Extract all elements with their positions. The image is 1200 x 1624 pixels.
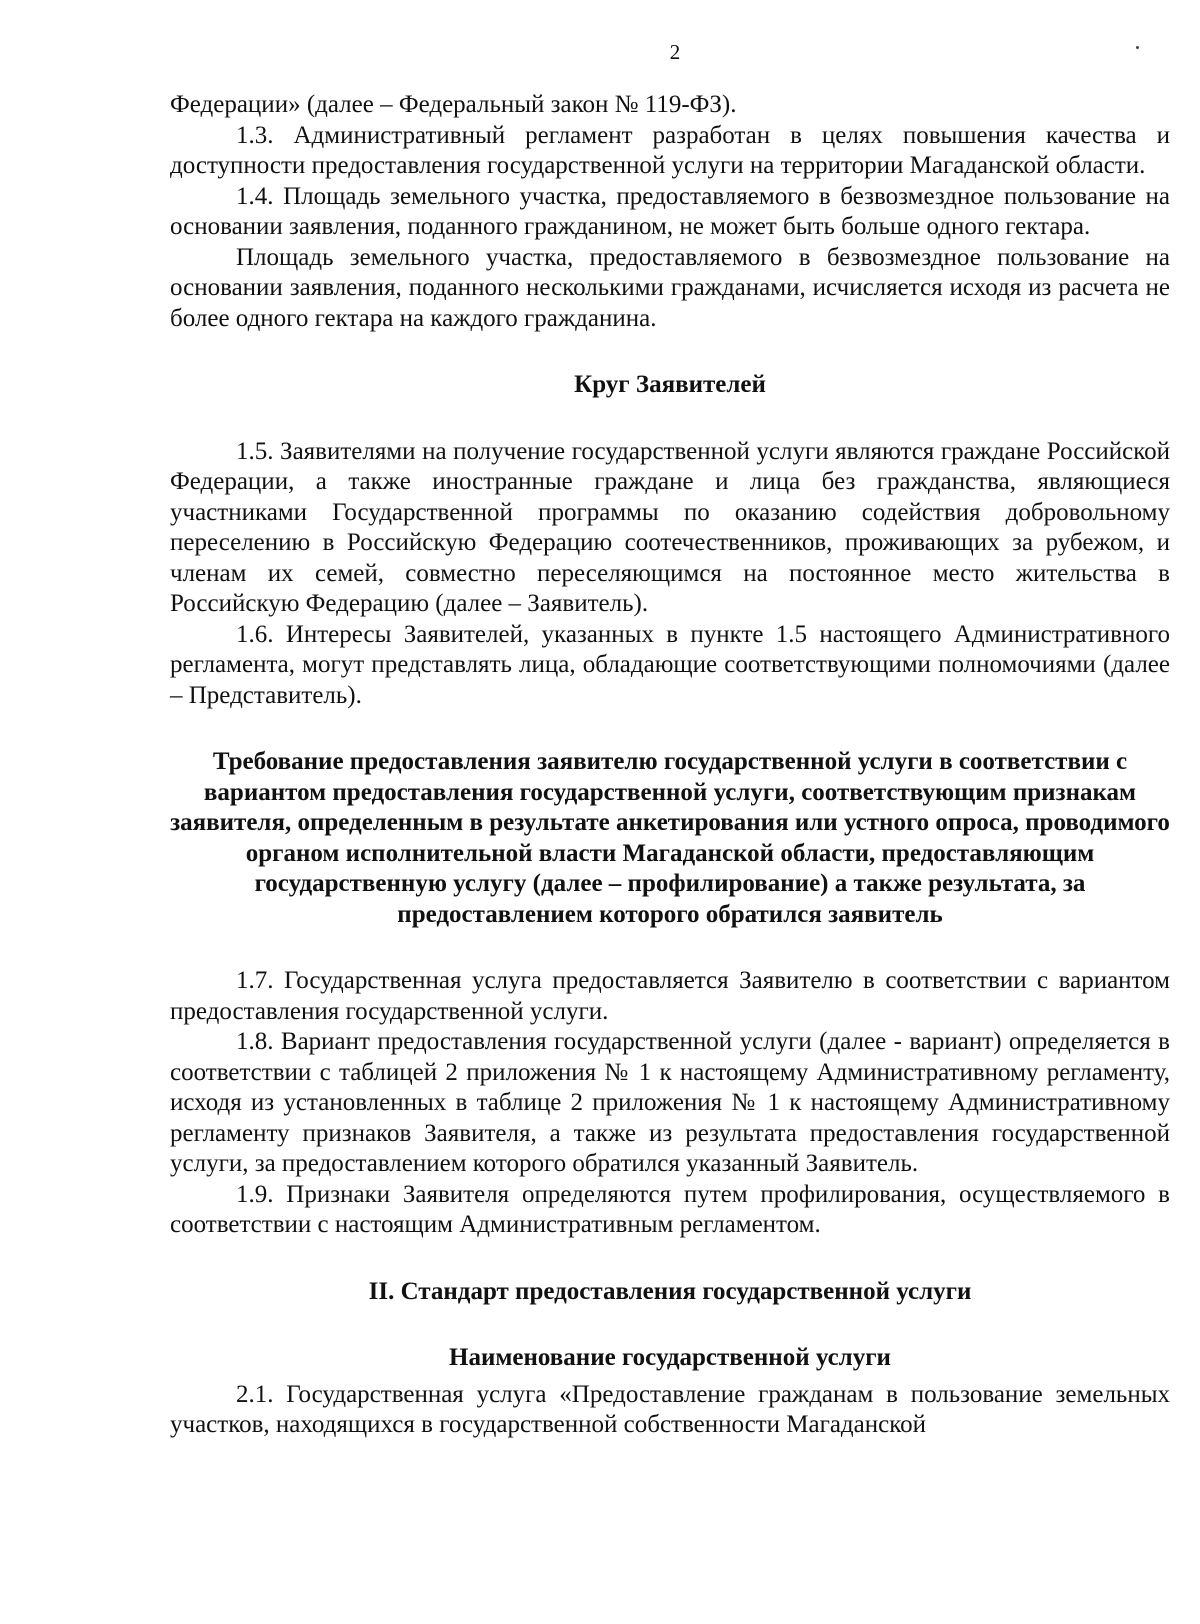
paragraph-1-5: 1.5. Заявителями на получение государственной услуги являются граждане Российской Федерации, а также иностранные граждане и лица без гражданства, являющиеся участниками Государственной программы по оказанию содействия добровольному переселению в Российскую Федерацию соотечественников, проживающих за рубежом, и членам их семей, совместно переселяющимся на постоянное место жительства в Российскую Федерацию (далее – Заявитель). — [170, 437, 1170, 617]
page-number: 2 — [669, 40, 681, 64]
paragraph-1-4: 1.4. Площадь земельного участка, предоставляемого в безвозмездное пользование на основании заявления, поданного гражданином, не может быть больше одного гектара. — [170, 182, 1170, 240]
heading-applicants: Круг Заявителей — [574, 371, 766, 398]
heading-variant-requirement: Требование предоставления заявителю государственной услуги в соответствии с вариантом предоставления государственной услуги, соответствующим признакам заявителя, определенным в результате анкетирования или устного опроса, проводимого органом исполнительной власти Магаданской области, предоставляющим государственную услугу (далее – профилирование) а также результата, за предоставлением которого обратился заявитель — [170, 748, 1170, 928]
scan-speck — [1136, 46, 1139, 49]
paragraph-1-4-area: Площадь земельного участка, предоставляемого в безвозмездное пользование на основании заявления, поданного несколькими гражданами, исчисляется исходя из расчета не более одного гектара на каждого гражданина. — [170, 243, 1170, 332]
heading-section-2: II. Стандарт предоставления государственной услуги — [368, 1277, 972, 1305]
paragraph-1-9: 1.9. Признаки Заявителя определяются путем профилирования, осуществляемого в соответствии с настоящим Административным регламентом. — [170, 1180, 1170, 1238]
paragraph-continuation: Федерации» (далее – Федеральный закон № 119-ФЗ). — [170, 91, 737, 118]
paragraph-1-6: 1.6. Интересы Заявителей, указанных в пункте 1.5 настоящего Административного регламента, могут представлять лица, обладающие соответствующими полномочиями (далее – Представитель). — [170, 620, 1170, 709]
paragraph-1-8: 1.8. Вариант предоставления государственной услуги (далее - вариант) определяется в соответствии с таблицей 2 приложения № 1 к настоящему Административному регламенту, исходя из установленных в таблице 2 приложения № 1 к настоящему Административному регламенту признаков Заявителя, а также из результата предоставления государственной услуги, за предоставлением которого обратился указанный Заявитель. — [170, 1028, 1170, 1177]
document-body — [170, 90, 1170, 1441]
paragraph-1-7: 1.7. Государственная услуга предоставляется Заявителю в соответствии с вариантом предоставления государственной услуги. — [170, 967, 1170, 1025]
paragraph-1-3: 1.3. Административный регламент разработан в целях повышения качества и доступности предоставления государственной услуги на территории Магаданской области. — [170, 121, 1170, 179]
heading-service-name: Наименование государственной услуги — [449, 1344, 891, 1371]
paragraph-2-1: 2.1. Государственная услуга «Предоставление гражданам в пользование земельных участков, находящихся в государственной собственности Магаданской — [170, 1380, 1170, 1438]
